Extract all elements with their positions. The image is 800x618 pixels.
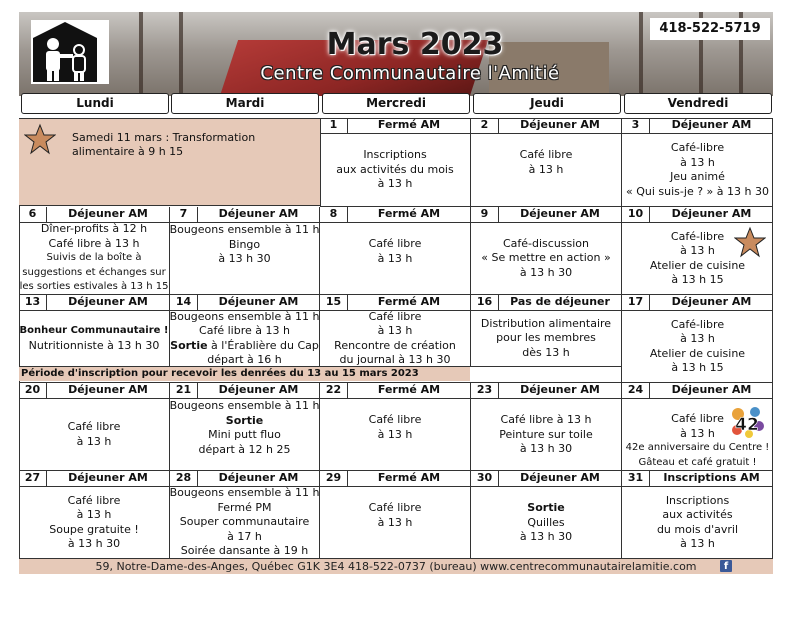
day-cell-17: 17 Déjeuner AM Café-libre à 13 h Atelier de cuisine à 13 h 15: [622, 295, 773, 383]
day-cell-30: 30 Déjeuner AM Sortie Quilles à 13 h 30: [471, 471, 622, 559]
day-cell-20: 20 Déjeuner AM Café libre à 13 h: [19, 383, 170, 471]
day-cell-27: 27 Déjeuner AM Café libre à 13 h Soupe gratuite ! à 13 h 30: [19, 471, 170, 559]
day-cell-29: 29 Fermé AM Café libre à 13 h: [320, 471, 471, 559]
facebook-icon[interactable]: f: [720, 560, 732, 572]
anniversary-42-icon: [729, 406, 765, 440]
day-header-mardi: Mardi: [171, 93, 319, 114]
registration-period-banner: Période d'inscription pour recevoir les denrées du 13 au 15 mars 2023: [19, 367, 470, 381]
organization-name: Centre Communautaire l'Amitié: [260, 63, 560, 84]
day-cell-24: 24 Déjeuner AM Café libre à 13 h 42e anniversaire du Centre ! Gâteau et café gratuit !: [622, 383, 773, 471]
notice-text: Samedi 11 mars : Transformation alimentaire à 9 h 15: [72, 131, 256, 158]
logo-family-icon: [31, 20, 109, 84]
day-cell-8: 8 Fermé AM Café libre à 13 h: [320, 207, 471, 295]
day-cell-2: 2 Déjeuner AM Café libre à 13 h: [471, 118, 622, 207]
day-cell-15: 15 Fermé AM Café libre à 13 h Rencontre de création du journal à 13 h 30: [320, 295, 471, 367]
day-cell-3: 3 Déjeuner AM Café-libre à 13 h Jeu animé « Qui suis-je ? » à 13 h 30: [622, 118, 773, 207]
day-header-jeudi: Jeudi: [473, 93, 621, 114]
star-icon: [734, 226, 766, 258]
day-cell-31: 31 Inscriptions AM Inscriptions aux activités du mois d'avril à 13 h: [622, 471, 773, 559]
day-cell-13: 13 Déjeuner AM Bonheur Communautaire ! Nutritionniste à 13 h 30: [19, 295, 170, 367]
day-header-mercredi: Mercredi: [322, 93, 470, 114]
day-cell-7: 7 Déjeuner AM Bougeons ensemble à 11 h Bingo à 13 h 30: [170, 207, 320, 295]
page-title: Mars 2023: [326, 27, 504, 62]
day-cell-6: 6 Déjeuner AM Dîner-profits à 12 h Café libre à 13 h Suivis de la boîte à suggestions et échanges sur les sorties estivales à 13 h 15: [19, 207, 170, 295]
star-icon: [24, 123, 56, 155]
day-cell-21: 21 Déjeuner AM Bougeons ensemble à 11 h Sortie Mini putt fluo départ à 12 h 25: [170, 383, 320, 471]
day-cell-14: 14 Déjeuner AM Bougeons ensemble à 11 h Café libre à 13 h Sortie à l'Érablière du Cap départ à 16 h: [170, 295, 320, 366]
day-cell-22: 22 Fermé AM Café libre à 13 h: [320, 383, 471, 471]
svg-text:42: 42: [735, 415, 759, 435]
day-cell-23: 23 Déjeuner AM Café libre à 13 h Peinture sur toile à 13 h 30: [471, 383, 622, 471]
day-cell-1: 1 Fermé AM Inscriptions aux activités du mois à 13 h: [320, 118, 471, 207]
day-cell-28: 28 Déjeuner AM Bougeons ensemble à 11 h Fermé PM Souper communautaire à 17 h Soirée dansante à 19 h: [170, 471, 320, 558]
footer-contact: 59, Notre-Dame-des-Anges, Québec G1K 3E4 418-522-0737 (bureau) www.centrecommunautairelamitie.com: [19, 559, 773, 574]
day-cell-16: 16 Pas de déjeuner Distribution alimentaire pour les membres dès 13 h: [471, 295, 622, 367]
phone-number: 418-522-5719: [650, 18, 770, 40]
day-cell-9: 9 Déjeuner AM Café-discussion « Se mettre en action » à 13 h 30: [471, 207, 622, 295]
day-cell-10: 10 Déjeuner AM Café-libre à 13 h Atelier de cuisine à 13 h 15: [622, 207, 773, 295]
day-header-vendredi: Vendredi: [624, 93, 772, 114]
day-header-lundi: Lundi: [21, 93, 169, 114]
cell-spacer: [470, 367, 622, 383]
